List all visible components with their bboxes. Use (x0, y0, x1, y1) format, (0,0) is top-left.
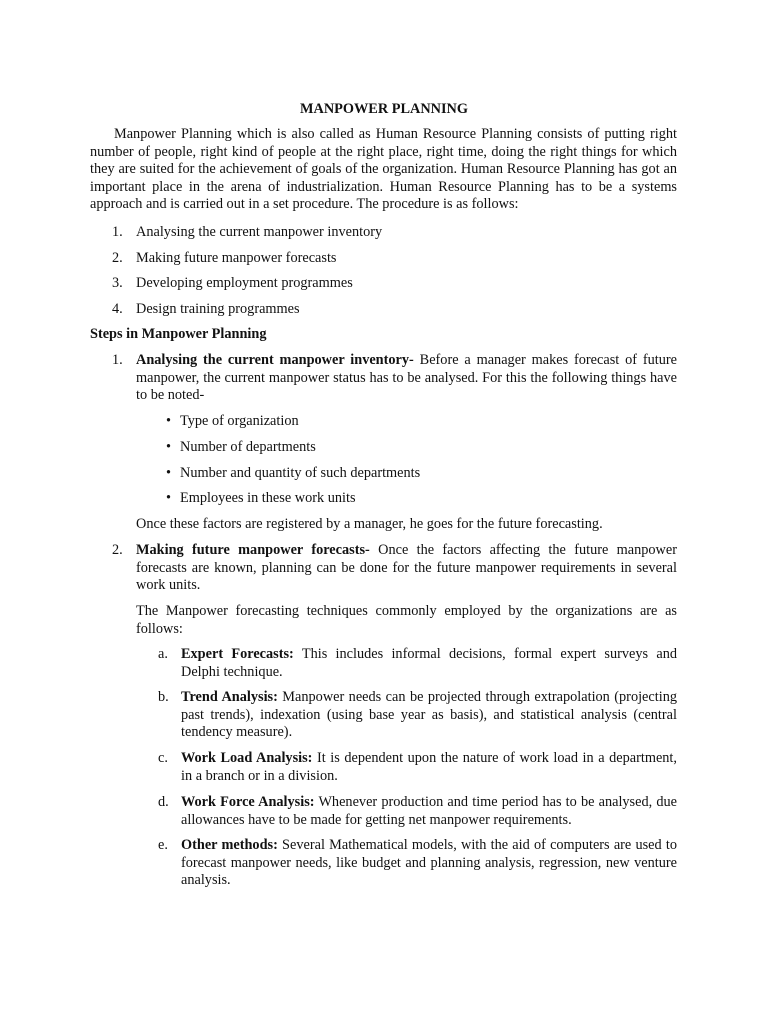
steps-heading: Steps in Manpower Planning (90, 326, 267, 342)
technique-text: Manpower needs can be projected through extrapolation (projecting past trends), indexation (using base year as basis), and statistical analysis (central tendency measure). (181, 689, 677, 741)
procedure-number: 4. (112, 301, 123, 317)
technique-work-force-analysis (158, 794, 677, 829)
bullet-dot: • (166, 439, 172, 455)
technique-text: Whenever production and time period has to be analysed, due allowances have to be made for getting net manpower requirements. (181, 794, 677, 828)
technique-work-load-analysis (158, 750, 677, 785)
technique-label: Other methods: (181, 837, 278, 853)
technique-text: This includes informal decisions, formal expert surveys and Delphi technique. (181, 646, 678, 680)
technique-body (181, 689, 677, 742)
procedure-number: 3. (112, 275, 123, 291)
technique-trend-analysis (158, 689, 677, 742)
step-text: Once the factors affecting the future manpower forecasts are known, planning can be done for the future manpower requirements in several work units. (136, 542, 677, 594)
technique-text: Several Mathematical models, with the aid of computers are used to forecast manpower needs, like budget and planning analysis, regression, new venture analysis. (181, 837, 677, 889)
bullet-text: Type of organization (180, 413, 299, 429)
step-label: Making future manpower forecasts- (136, 542, 370, 558)
technique-label: Work Load Analysis: (181, 750, 313, 766)
bullet-dot: • (166, 490, 172, 506)
step-label: Analysing the current manpower inventory- (136, 352, 414, 368)
intro-paragraph: Manpower Planning which is also called as Human Resource Planning consists of putting right number of people, right kind of people at the right place, right time, doing the right things for which they are suited for the achievement of goals of the organization. Human Resource Planning has got an important place in the arena of industrialization. Human Resource Planning has to be a systems approach and is carried out in a set procedure. The procedure is as follows: (90, 126, 677, 213)
procedure-text: Analysing the current manpower inventory (136, 224, 383, 240)
bullet-item (166, 465, 420, 483)
procedure-number: 1. (112, 224, 123, 240)
procedure-text: Design training programmes (136, 301, 300, 317)
technique-label: Expert Forecasts: (181, 646, 294, 662)
technique-letter: a. (158, 646, 168, 662)
technique-body (181, 794, 677, 829)
procedure-text: Developing employment programmes (136, 275, 353, 291)
bullet-dot: • (166, 465, 172, 481)
technique-letter: c. (158, 750, 168, 766)
step-number: 1. (112, 352, 123, 368)
technique-letter: d. (158, 794, 169, 810)
step-body (136, 542, 677, 595)
step-text: Before a manager makes forecast of future manpower, the current manpower status has to be analysed. For this the following things have to be noted- (136, 352, 677, 404)
technique-body (181, 837, 677, 890)
bullet-item (166, 439, 316, 457)
bullet-item (166, 413, 299, 431)
step-conclusion: Once these factors are registered by a manager, he goes for the future forecasting. (136, 516, 603, 532)
bullet-item (166, 490, 356, 508)
bullet-dot: • (166, 413, 172, 429)
technique-body (181, 646, 677, 681)
step-body (136, 352, 677, 405)
technique-body (181, 750, 677, 785)
step-number: 2. (112, 542, 123, 558)
technique-other-methods (158, 837, 677, 890)
technique-letter: e. (158, 837, 168, 853)
technique-letter: b. (158, 689, 169, 705)
procedure-text: Making future manpower forecasts (136, 250, 337, 266)
technique-text: It is dependent upon the nature of work load in a department, in a branch or in a division. (181, 750, 677, 784)
bullet-text: Number and quantity of such departments (180, 465, 421, 481)
procedure-number: 2. (112, 250, 123, 266)
techniques-intro: The Manpower forecasting techniques commonly employed by the organizations are as follows: (136, 603, 677, 637)
bullet-text: Employees in these work units (180, 490, 356, 506)
step-future-forecasts (112, 542, 677, 595)
step-analysing-inventory (112, 352, 677, 405)
bullet-text: Number of departments (180, 439, 316, 455)
technique-label: Trend Analysis: (181, 689, 278, 705)
technique-expert-forecasts (158, 646, 677, 681)
page-title: MANPOWER PLANNING (300, 101, 468, 117)
technique-label: Work Force Analysis: (181, 794, 315, 810)
